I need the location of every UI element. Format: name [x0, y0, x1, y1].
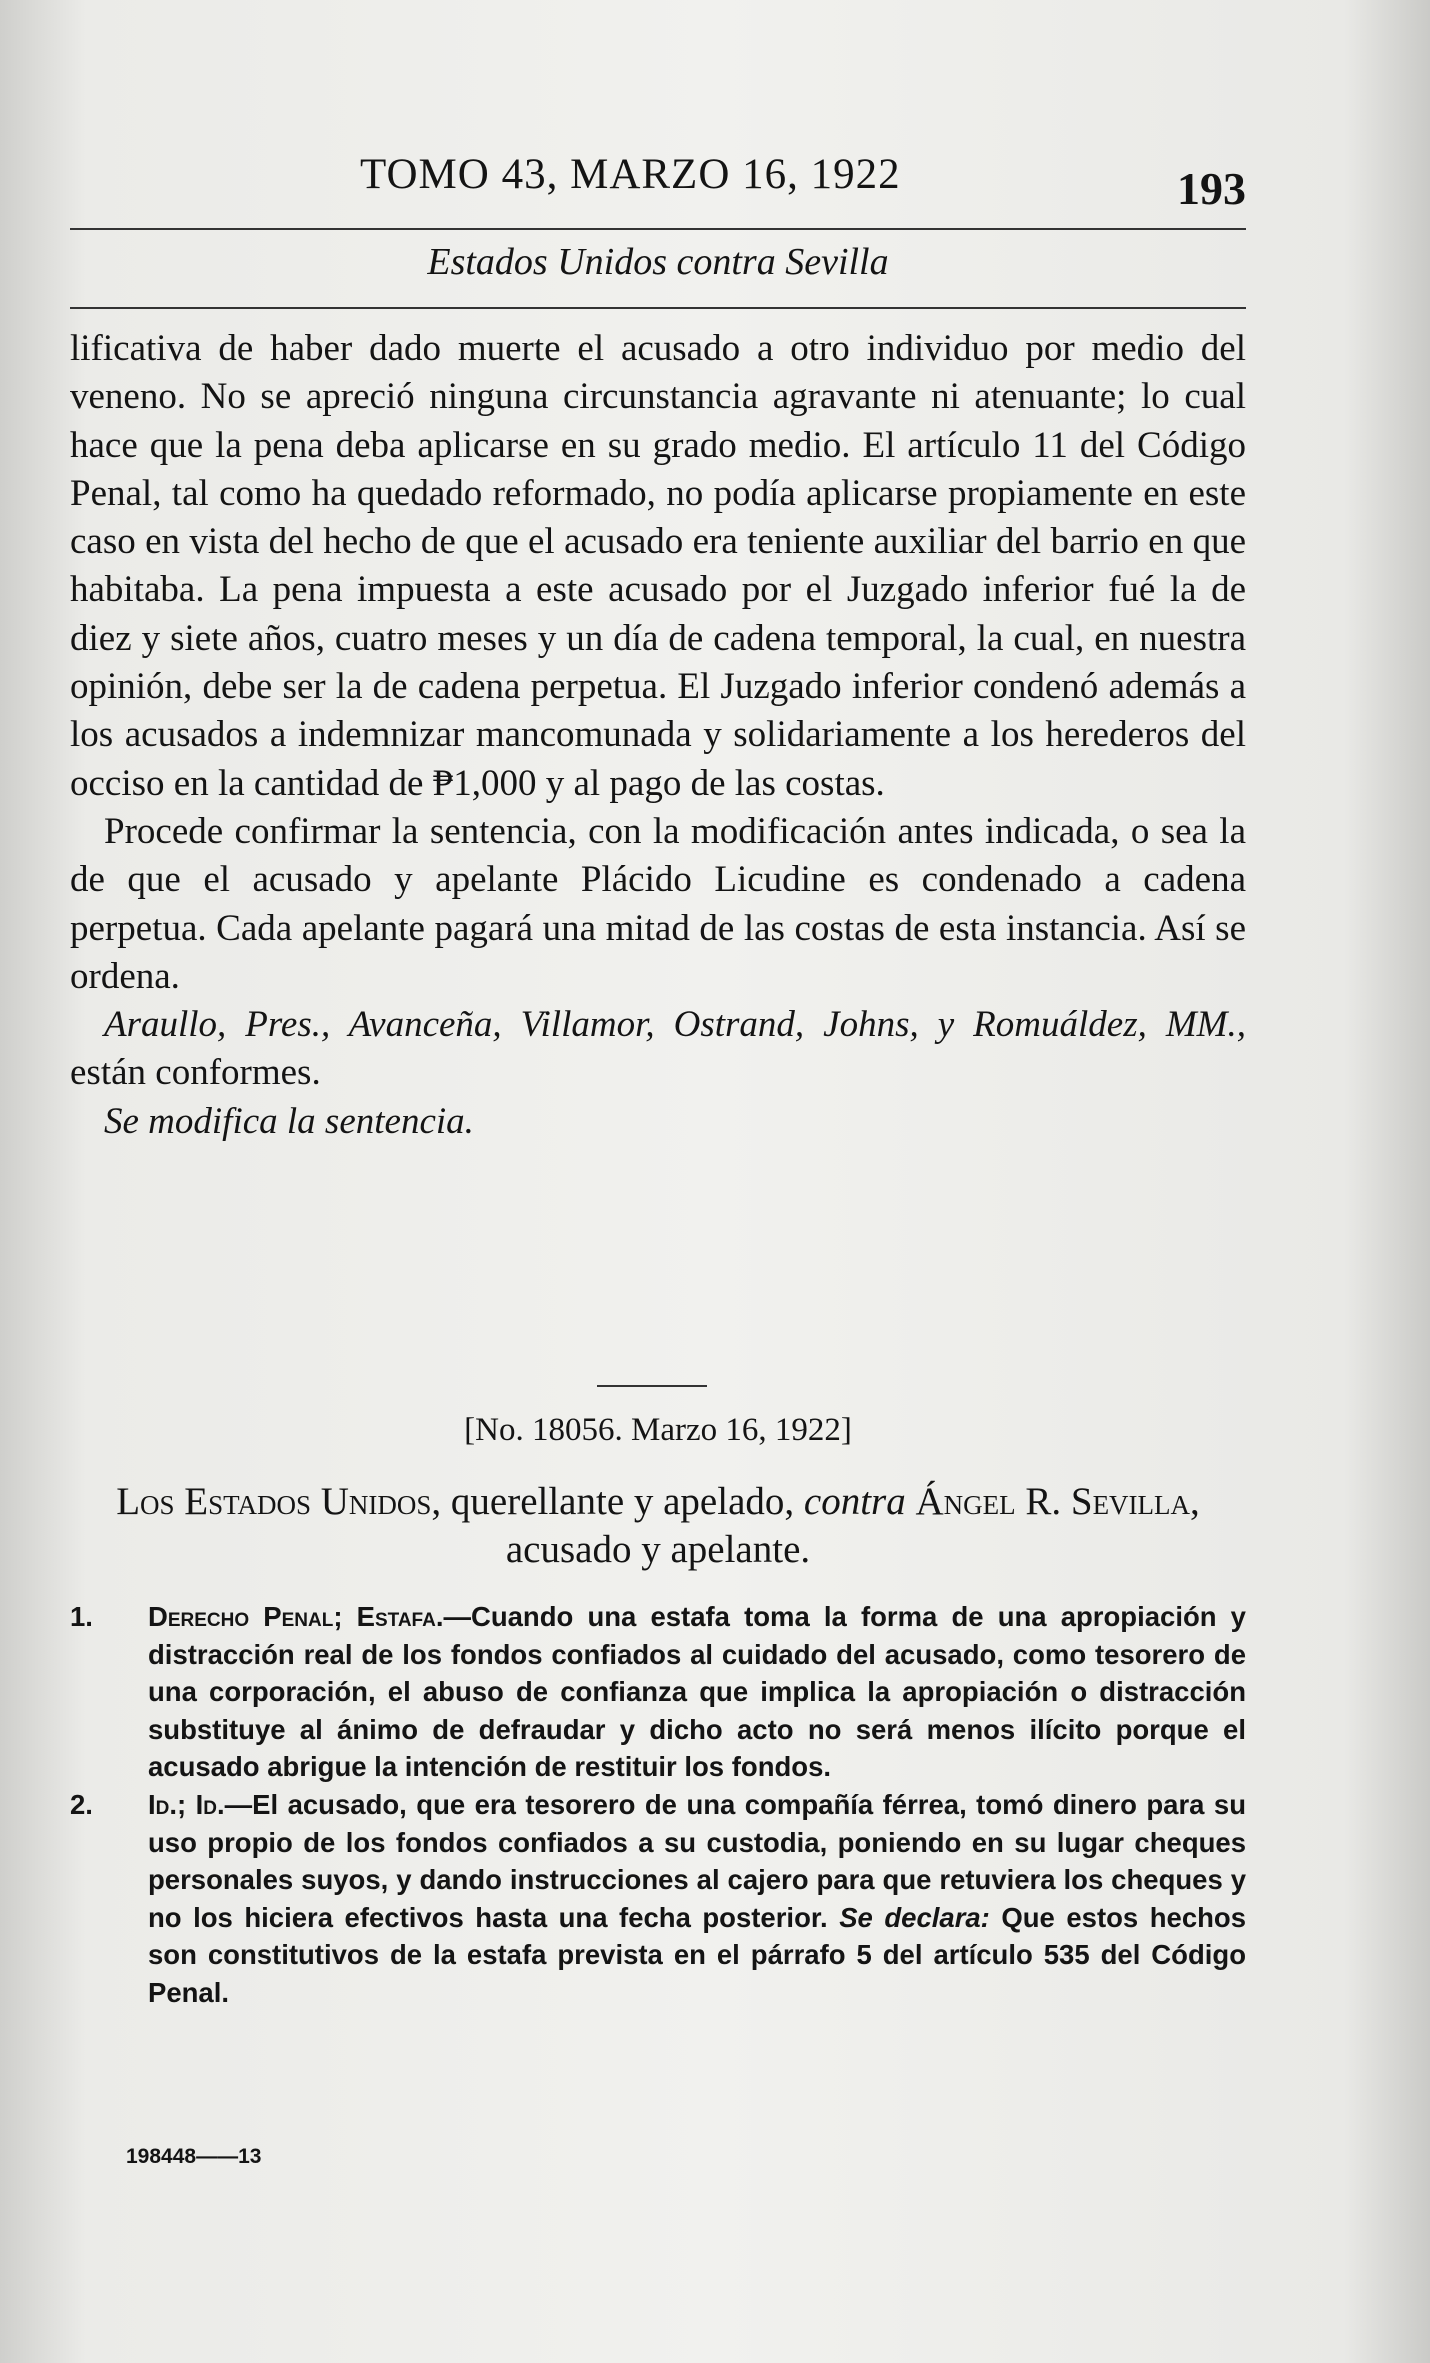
page-number: 193	[1177, 163, 1246, 214]
print-code: 198448——13	[126, 2145, 262, 2168]
contra-word: contra	[803, 1480, 906, 1523]
syllabus-item	[70, 1786, 1246, 2012]
syllabus-text: —Cuando una estafa toma la forma de una apropiación y distracción real de los fondos confiados al cuidado del acusado, como tesorero de una corporación, el abuso de confianza que implica la apropiación o distracción substituye al ánimo de defraudar y dicho acto no será menos ilícito porque el acusado abrigue la intención de restituir los fondos.	[148, 1601, 1246, 1783]
syllabus-text: —El acusado, que era tesorero de una compañía férrea, tomó dinero para su uso propio de los fondos confiados a su custodia, poniendo en su lugar cheques personales suyos, y dando instrucciones al cajero para que retuviera los cheques y no los hiciera efectivos hasta una fecha posterior.	[148, 1788, 1247, 1933]
declara-label: Se declara:	[839, 1901, 990, 1933]
syllabus-lead: Derecho Penal; Estafa.	[148, 1601, 444, 1632]
docket-line: [No. 18056. Marzo 16, 1922]	[464, 1412, 852, 1448]
opinion-body	[70, 325, 1246, 1146]
syllabus-lead: Id.; Id.	[148, 1788, 225, 1820]
section-divider	[597, 1385, 707, 1387]
header-rule-top	[70, 228, 1246, 230]
defendant-role: acusado y apelante.	[505, 1528, 811, 1571]
paragraph-continued: lificativa de haber dado muerte el acusado a otro individuo por medio del veneno. No se apreció ninguna circunstancia agravante ni atenuante; lo cual hace que la pena deba aplicarse en su grado medio. El artículo 11 del Código Penal, tal como ha quedado reformado, no podía aplicarse propiamente en este caso en vista del hecho de que el acusado era teniente auxiliar del barrio en que habitaba. La pena impuesta a este acusado por el Juzgado inferior fué la de diez y siete años, cuatro meses y un día de cadena temporal, la cual, en nuestra opinión, debe ser la de cadena perpetua. El Juzgado inferior condenó además a los acusados a indemnizar mancomunada y solidariamente a los herederos del occiso en la cantidad de ₱1,000 y al pago de las costas.	[70, 328, 1246, 804]
party-plaintiff: Los Estados Unidos,	[116, 1480, 442, 1523]
declara-text: Que estos hechos son constitutivos de la estafa prevista en el párrafo 5 del artículo 535 del Código Penal.	[148, 1901, 1246, 2008]
justices-names: Araullo, Pres., Avanceña, Villamor, Ostrand, Johns, y Romuáldez, MM.,	[104, 1004, 1246, 1046]
syllabus-number: 2.	[70, 1788, 93, 1820]
syllabus-item	[70, 1598, 1246, 1786]
plaintiff-role: querellante y apelado,	[441, 1480, 804, 1523]
syllabus-number: 1.	[70, 1601, 93, 1632]
case-title-header: Estados Unidos contra Sevilla	[427, 241, 889, 283]
case-title	[60, 1478, 1256, 1574]
party-defendant: Ángel R. Sevilla,	[905, 1480, 1200, 1523]
concurrence	[70, 1001, 1246, 1098]
concurrence-text: están conformes.	[70, 1052, 321, 1094]
page-header	[70, 150, 1246, 220]
paragraph-disposition: Procede confirmar la sentencia, con la modificación antes indicada, o sea la de que el acusado y apelante Plácido Licudine es condenado a cadena perpetua. Cada apelante pagará una mitad de las costas de esta instancia. Así se ordena.	[70, 810, 1246, 997]
syllabus	[70, 1598, 1246, 2012]
running-head: TOMO 43, MARZO 16, 1922	[360, 151, 901, 198]
header-rule-bottom	[70, 307, 1246, 309]
judgment-line: Se modifica la sentencia.	[104, 1100, 474, 1142]
